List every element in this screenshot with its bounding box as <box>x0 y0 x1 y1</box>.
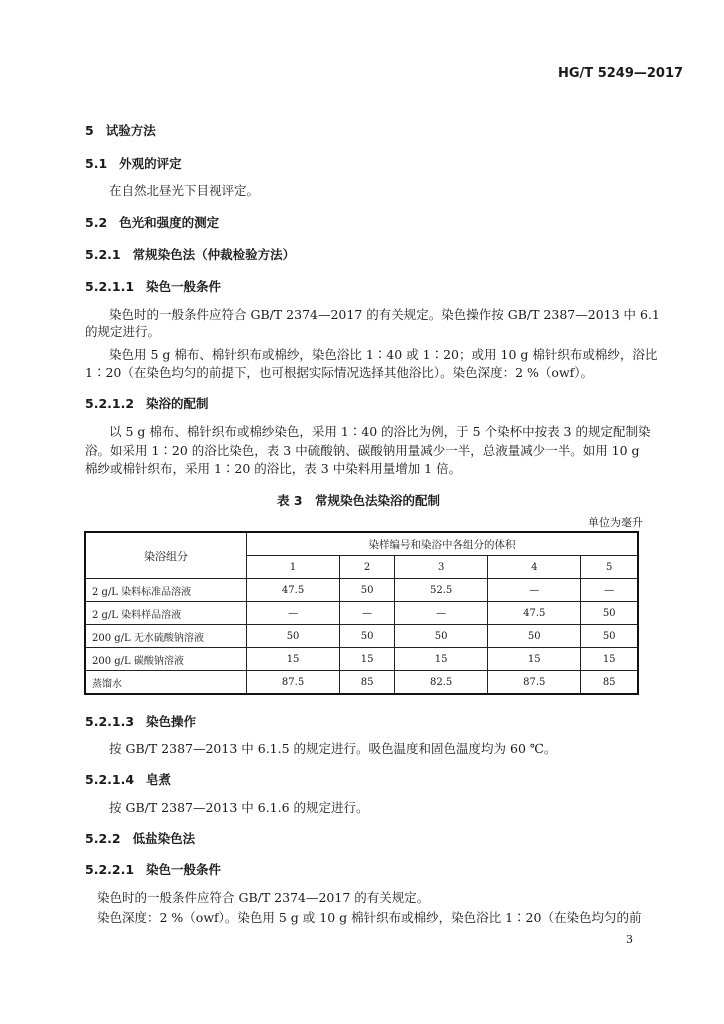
table-row <box>85 625 638 648</box>
section-number: 5.2.1.1 <box>85 279 135 294</box>
table-cell: 50 <box>340 625 395 648</box>
section-number: 5.2.1.4 <box>85 772 135 787</box>
table-unit: 单位为毫升 <box>588 516 643 529</box>
section-number: 5.2.1.2 <box>85 396 135 411</box>
table-cell: 85 <box>340 671 395 695</box>
table-cell: 47.5 <box>488 602 581 625</box>
col-number: 2 <box>340 556 395 579</box>
section-5-2-1-1-heading <box>85 277 221 295</box>
section-5-2-1-3-body: 按 GB/T 2387—2013 中 6.1.5 的规定进行。吸色温度和固色温度均为 60 ℃。 <box>109 741 557 756</box>
section-number: 5.2.2 <box>85 831 121 846</box>
col-header: 染浴组分 <box>85 532 247 579</box>
page-number: 3 <box>626 933 633 946</box>
row-label: 2 g/L 染料标准品溶液 <box>85 579 247 602</box>
group-header: 染样编号和染浴中各组分的体积 <box>247 532 639 556</box>
table-row <box>85 671 638 695</box>
col-number: 1 <box>247 556 340 579</box>
table-cell: 15 <box>581 648 638 671</box>
table-cell: 82.5 <box>395 671 488 695</box>
table-cell: — <box>581 579 638 602</box>
section-number: 5.2.2.1 <box>85 862 135 877</box>
paragraph-line: 1∶20（在染色均匀的前提下，也可根据实际情况选择其他浴比）。染色深度：2 %（owf）。 <box>85 365 594 380</box>
section-5-2-2-heading <box>85 829 195 847</box>
row-label: 2 g/L 染料样品溶液 <box>85 602 247 625</box>
table-row <box>85 579 638 602</box>
paragraph-line: 染色深度：2 %（owf）。染色用 5 g 或 10 g 棉针织布或棉纱，染色浴比 1∶20（在染色均匀的前 <box>97 910 642 925</box>
section-title: 染浴的配制 <box>146 396 209 411</box>
table-cell: 85 <box>581 671 638 695</box>
section-title: 染色一般条件 <box>146 279 222 294</box>
table-cell: 50 <box>488 625 581 648</box>
paragraph-line: 染色用 5 g 棉布、棉针织布或棉纱，染色浴比 1∶40 或 1∶20；或用 10 g 棉针织布或棉纱，浴比 <box>109 347 658 362</box>
table-cell: — <box>247 602 340 625</box>
col-number: 5 <box>581 556 638 579</box>
row-label: 蒸馏水 <box>85 671 247 695</box>
table-cell: 52.5 <box>395 579 488 602</box>
table-cell: — <box>488 579 581 602</box>
table-cell: 50 <box>581 602 638 625</box>
paragraph-line: 浴。如采用 1∶20 的浴比染色，表 3 中硫酸钠、碳酸钠用量减少一半，总液量减少一半。如用 10 g <box>85 443 640 458</box>
section-5-1-body: 在自然北昼光下目视评定。 <box>109 183 260 198</box>
table-3 <box>84 531 639 695</box>
section-title: 色光和强度的测定 <box>119 215 220 230</box>
section-number: 5.2.1.3 <box>85 714 135 729</box>
paragraph-line: 染色时的一般条件应符合 GB/T 2374—2017 的有关规定。染色操作按 GB/T 2387—2013 中 6.1 <box>109 307 660 322</box>
row-label: 200 g/L 碳酸钠溶液 <box>85 648 247 671</box>
table-cell: 15 <box>395 648 488 671</box>
paragraph-line: 棉纱或棉针织布，采用 1∶20 的浴比，表 3 中染料用量增加 1 倍。 <box>85 461 462 476</box>
table-cell: 87.5 <box>488 671 581 695</box>
section-title: 常规染色法（仲裁检验方法） <box>132 247 296 262</box>
table-cell: 87.5 <box>247 671 340 695</box>
table-cell: 15 <box>488 648 581 671</box>
table-caption: 表 3 常规染色法染浴的配制 <box>277 493 441 508</box>
section-5-2-1-2-heading <box>85 394 209 412</box>
section-5-2-1-3-heading <box>85 712 196 730</box>
table-header-row <box>85 532 638 556</box>
table-cell: 50 <box>581 625 638 648</box>
paragraph-line: 染色时的一般条件应符合 GB/T 2374—2017 的有关规定。 <box>97 890 430 905</box>
paragraph-line: 以 5 g 棉布、棉针织布或棉纱染色，采用 1∶40 的浴比为例，于 5 个染杯中按表 3 的规定配制染 <box>109 424 651 439</box>
table-cell: 50 <box>247 625 340 648</box>
section-title: 低盐染色法 <box>132 831 196 846</box>
section-title: 染色一般条件 <box>146 862 222 877</box>
section-5-2-2-1-heading <box>85 860 221 878</box>
section-number: 5 <box>85 123 94 138</box>
row-label: 200 g/L 无水硫酸钠溶液 <box>85 625 247 648</box>
section-title: 外观的评定 <box>119 156 182 171</box>
paragraph-line: 的规定进行。 <box>85 324 161 339</box>
section-5-2-1-4-heading <box>85 770 171 788</box>
section-5-2-1-4-body: 按 GB/T 2387—2013 中 6.1.6 的规定进行。 <box>109 800 369 815</box>
col-number: 3 <box>395 556 488 579</box>
section-number: 5.2 <box>85 215 108 230</box>
section-title: 试验方法 <box>105 123 156 138</box>
section-5-2-heading <box>85 213 219 231</box>
table-cell: 15 <box>247 648 340 671</box>
table-cell: 47.5 <box>247 579 340 602</box>
section-title: 皂煮 <box>146 772 172 787</box>
table-cell: 50 <box>395 625 488 648</box>
section-5-2-1-heading <box>85 245 295 263</box>
section-5-heading <box>85 121 156 139</box>
table-row <box>85 648 638 671</box>
standard-code: HG/T 5249—2017 <box>558 66 684 81</box>
table-cell: — <box>395 602 488 625</box>
table-cell: — <box>340 602 395 625</box>
section-number: 5.2.1 <box>85 247 121 262</box>
table-row <box>85 602 638 625</box>
section-title: 染色操作 <box>146 714 197 729</box>
table-cell: 15 <box>340 648 395 671</box>
col-number: 4 <box>488 556 581 579</box>
table-cell: 50 <box>340 579 395 602</box>
section-5-1-heading <box>85 154 182 172</box>
section-number: 5.1 <box>85 156 108 171</box>
